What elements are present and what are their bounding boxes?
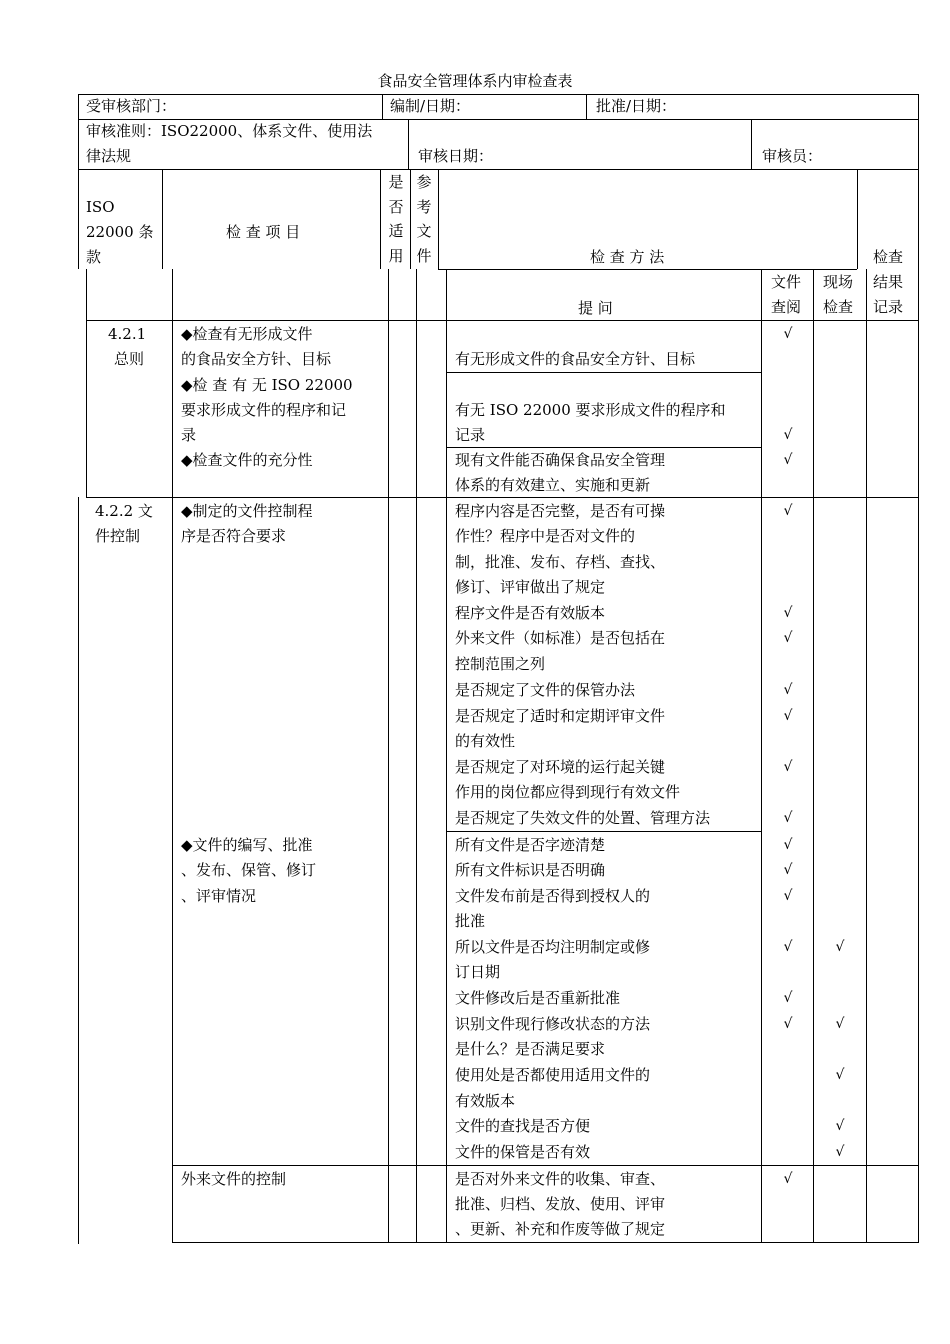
- clause-421-number: 4.2.1: [108, 325, 147, 343]
- q-422a-2: 制，批准、发布、存档、查找、: [455, 553, 666, 571]
- q-422b-8: 是什么？是否满足要求: [455, 1040, 606, 1058]
- check-mark: √: [783, 708, 793, 724]
- item-422-1a: ◆制定的文件控制程: [181, 502, 313, 520]
- dept-label: 受审核部门：: [86, 97, 177, 115]
- q-421-2a: 有无 ISO 22000 要求形成文件的程序和: [455, 401, 726, 419]
- result-header-1: 检查: [873, 248, 904, 266]
- q-422b-7: 识别文件现行修改状态的方法: [455, 1015, 651, 1033]
- check-mark: √: [783, 452, 793, 468]
- check-mark: √: [783, 503, 793, 519]
- doc-review-header-2: 查阅: [771, 298, 802, 316]
- q-422b-3: 批准: [455, 912, 486, 930]
- q-422a-12: 是否规定了失效文件的处置、管理方法: [455, 809, 711, 827]
- item-422-2c: 、评审情况: [181, 887, 257, 905]
- criteria-line-1: 审核准则：ISO22000、体系文件、使用法: [86, 122, 373, 140]
- item-421-3a: ◆检查文件的充分性: [181, 451, 313, 469]
- q-422a-9: 的有效性: [455, 732, 516, 750]
- item-422-3a: 外来文件的控制: [181, 1170, 287, 1188]
- item-421-2c: 录: [181, 426, 197, 444]
- applicable-header: 是 否 适 用: [388, 173, 404, 265]
- q-422a-11: 作用的岗位都应得到现行有效文件: [455, 783, 681, 801]
- check-mark: √: [783, 1171, 793, 1187]
- check-mark: √: [783, 630, 793, 646]
- site-check-header-1: 现场: [823, 273, 854, 291]
- q-422c-0: 是否对外来文件的收集、审查、: [455, 1170, 666, 1188]
- q-422b-2: 文件发布前是否得到授权人的: [455, 887, 651, 905]
- q-422a-3: 修订、评审做出了规定: [455, 578, 606, 596]
- result-header-3: 记录: [873, 298, 904, 316]
- q-422a-6: 控制范围之列: [455, 655, 546, 673]
- q-422b-9: 使用处是否都使用适用文件的: [455, 1066, 651, 1084]
- q-422b-5: 订日期: [455, 963, 501, 981]
- q-422b-11: 文件的查找是否方便: [455, 1117, 591, 1135]
- q-422a-7: 是否规定了文件的保管办法: [455, 681, 636, 699]
- q-422c-1: 批准、归档、发放、使用、评审: [455, 1195, 666, 1213]
- clause-422-name: 件控制: [95, 527, 141, 545]
- question-header: 提 问: [578, 299, 613, 317]
- check-mark: √: [783, 888, 793, 904]
- check-mark: √: [783, 990, 793, 1006]
- q-421-3b: 体系的有效建立、实施和更新: [455, 476, 651, 494]
- q-421-2b: 记录: [455, 426, 486, 444]
- check-mark: √: [783, 759, 793, 775]
- doc-review-header-1: 文件: [771, 273, 802, 291]
- q-421-1: 有无形成文件的食品安全方针、目标: [455, 350, 696, 368]
- item-421-1b: 的食品安全方针、目标: [181, 350, 332, 368]
- reference-header: 参 考 文 件: [416, 173, 432, 265]
- method-header: 检 查 方 法: [590, 248, 665, 266]
- compile-date-label: 编制/日期：: [390, 97, 471, 115]
- site-check-header-2: 检查: [823, 298, 854, 316]
- result-header-2: 结果: [873, 273, 904, 291]
- check-mark: √: [835, 939, 845, 955]
- audit-date-label: 审核日期：: [418, 147, 494, 165]
- q-422a-10: 是否规定了对环境的运行起关键: [455, 758, 666, 776]
- q-422c-2: 、更新、补充和作废等做了规定: [455, 1220, 666, 1238]
- check-mark: √: [783, 326, 793, 342]
- check-mark: √: [783, 682, 793, 698]
- q-422b-6: 文件修改后是否重新批准: [455, 989, 621, 1007]
- q-422a-0: 程序内容是否完整，是否有可操: [455, 502, 666, 520]
- q-421-3a: 现有文件能否确保食品安全管理: [455, 451, 666, 469]
- check-mark: √: [835, 1016, 845, 1032]
- q-422b-10: 有效版本: [455, 1092, 516, 1110]
- q-422b-4: 所以文件是否均注明制定或修: [455, 938, 651, 956]
- clause-421-name: 总则: [114, 350, 145, 368]
- check-mark: √: [783, 939, 793, 955]
- clause-header-2: 22000 条: [86, 223, 154, 241]
- item-421-2a: ◆检 查 有 无 ISO 22000: [181, 376, 353, 394]
- q-422a-1: 作性？程序中是否对文件的: [455, 527, 636, 545]
- item-header: 检 查 项 目: [226, 223, 301, 241]
- check-mark: √: [835, 1067, 845, 1083]
- check-mark: √: [835, 1144, 845, 1160]
- check-mark: √: [783, 810, 793, 826]
- check-mark: √: [783, 1016, 793, 1032]
- q-422a-5: 外来文件（如标准）是否包括在: [455, 629, 666, 647]
- approve-date-label: 批准/日期：: [596, 97, 677, 115]
- item-422-2a: ◆文件的编写、批准: [181, 836, 313, 854]
- item-421-1a: ◆检查有无形成文件: [181, 325, 313, 343]
- clause-422-number: 4.2.2 文: [95, 502, 153, 520]
- q-422a-4: 程序文件是否有效版本: [455, 604, 606, 622]
- criteria-line-2: 律法规: [86, 147, 132, 165]
- check-mark: √: [783, 862, 793, 878]
- auditor-label: 审核员：: [762, 147, 823, 165]
- clause-header-3: 款: [86, 248, 102, 266]
- q-422a-8: 是否规定了适时和定期评审文件: [455, 707, 666, 725]
- check-mark: √: [835, 1118, 845, 1134]
- page-title: 食品安全管理体系内审检查表: [377, 72, 573, 90]
- item-422-1b: 序是否符合要求: [181, 527, 287, 545]
- item-422-2b: 、发布、保管、修订: [181, 861, 317, 879]
- q-422b-12: 文件的保管是否有效: [455, 1143, 591, 1161]
- q-422b-0: 所有文件是否字迹清楚: [455, 836, 606, 854]
- item-421-2b: 要求形成文件的程序和记: [181, 401, 347, 419]
- clause-header-1: ISO: [86, 198, 115, 216]
- q-422b-1: 所有文件标识是否明确: [455, 861, 606, 879]
- check-mark: √: [783, 837, 793, 853]
- check-mark: √: [783, 605, 793, 621]
- check-mark: √: [783, 427, 793, 443]
